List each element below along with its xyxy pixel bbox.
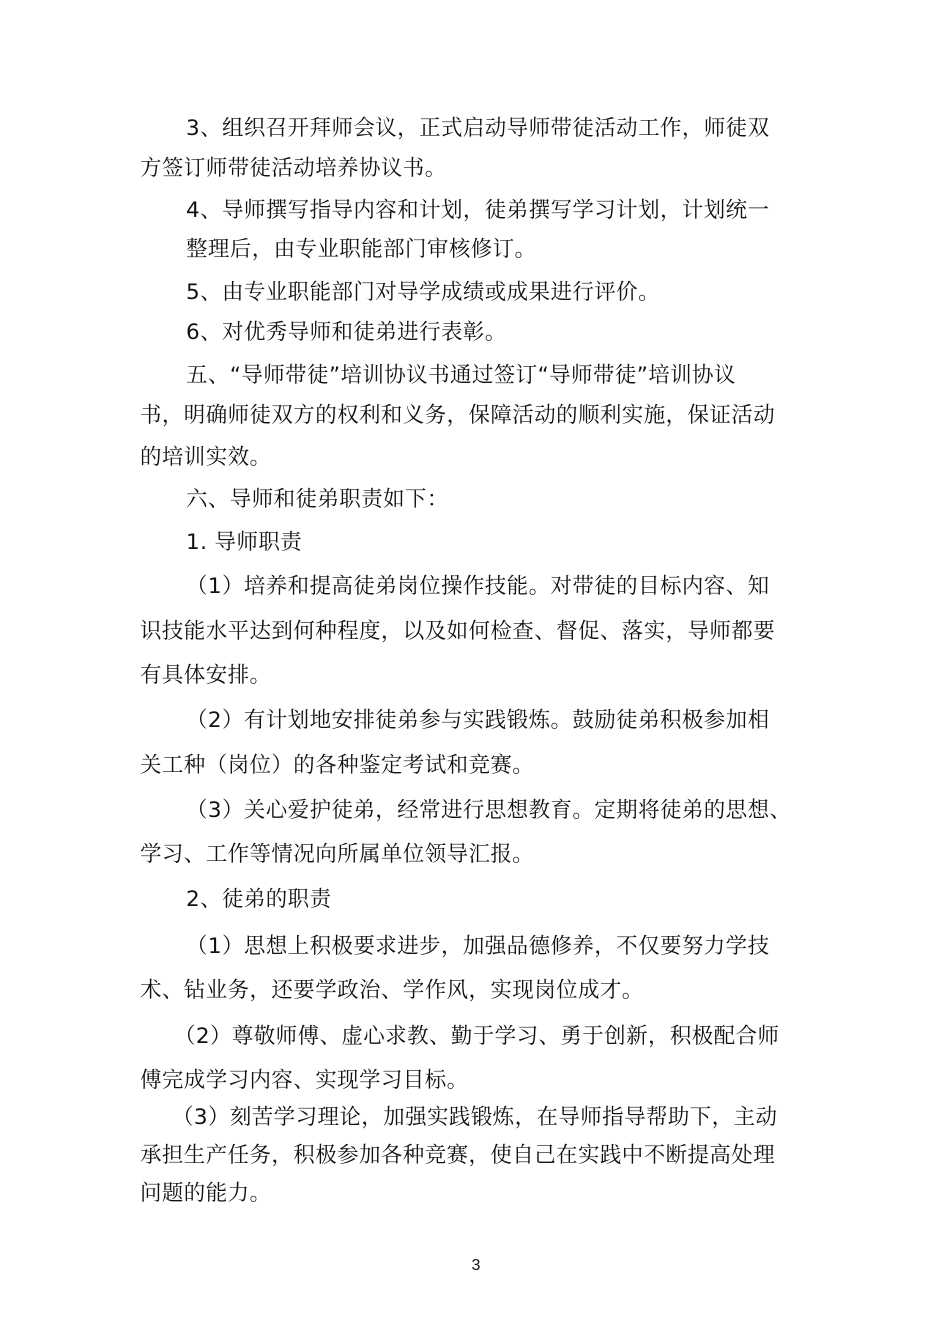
text-line-5: 5、由专业职能部门对导学成绩或成果进行评价。 (186, 280, 660, 305)
text-line-17: （3）关心爱护徒弟，经常进行思想教育。定期将徒弟的思想、 (186, 798, 792, 823)
text-line-14: 有具体安排。 (140, 663, 272, 688)
text-line-26: 问题的能力。 (140, 1181, 272, 1206)
text-line-13: 识技能水平达到何种程度，以及如何检查、督促、落实，导师都要 (140, 619, 776, 644)
text-line-21: 术、钻业务，还要学政治、学作风，实现岗位成才。 (140, 978, 644, 1003)
text-line-12: （1）培养和提高徒弟岗位操作技能。对带徒的目标内容、知 (186, 574, 770, 599)
section-heading-duties: 六、导师和徒弟职责如下： (186, 487, 449, 512)
text-line-6: 6、对优秀导师和徒弟进行表彰。 (186, 320, 507, 345)
text-line-25: 承担生产任务，积极参加各种竞赛，使自己在实践中不断提高处理 (140, 1143, 776, 1168)
text-line-16: 关工种（岗位）的各种鉴定考试和竞赛。 (140, 753, 535, 778)
text-line-24: （3）刻苦学习理论，加强实践锻炼，在导师指导帮助下，主动 (172, 1105, 778, 1130)
text-line-15: （2）有计划地安排徒弟参与实践锻炼。鼓励徒弟积极参加相 (186, 708, 770, 733)
text-line-9: 的培训实效。 (140, 445, 272, 470)
text-line-7: 五、“导师带徒”培训协议书通过签订“导师带徒”培训协议 (186, 363, 736, 388)
text-line-2: 方签订师带徒活动培养协议书。 (140, 156, 447, 181)
subheading-mentor-duties: 1. 导师职责 (186, 530, 303, 555)
text-line-8: 书，明确师徒双方的权利和义务，保障活动的顺利实施，保证活动 (140, 403, 776, 428)
text-line-4: 整理后，由专业职能部门审核修订。 (186, 237, 537, 262)
text-line-18: 学习、工作等情况向所属单位领导汇报。 (140, 842, 535, 867)
text-line-23: 傅完成学习内容、实现学习目标。 (140, 1068, 469, 1093)
text-line-3: 4、导师撰写指导内容和计划，徒弟撰写学习计划，计划统一 (186, 198, 770, 223)
page-number: 3 (471, 1257, 481, 1274)
text-line-1: 3、组织召开拜师会议，正式启动导师带徒活动工作，师徒双 (186, 116, 770, 141)
text-line-22: （2）尊敬师傅、虚心求教、勤于学习、勇于创新，积极配合师 (174, 1024, 780, 1049)
text-line-20: （1）思想上积极要求进步，加强品德修养，不仅要努力学技 (186, 934, 770, 959)
subheading-apprentice-duties: 2、徒弟的职责 (186, 887, 332, 912)
